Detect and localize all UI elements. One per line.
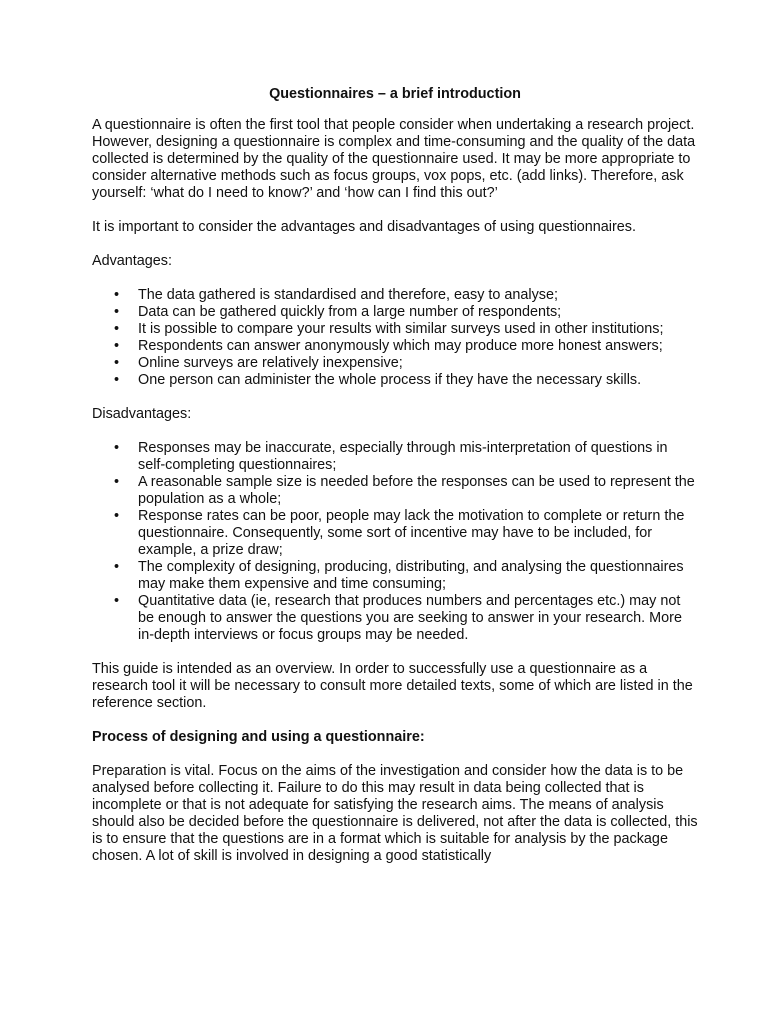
bullet-icon: • (114, 287, 120, 303)
bullet-icon: • (114, 372, 120, 388)
bullet-icon: • (114, 355, 120, 371)
list-item (92, 474, 698, 508)
document-page (92, 86, 698, 882)
list-item (92, 338, 698, 355)
advantages-list (92, 287, 698, 389)
list-item-text: Responses may be inaccurate, especially through mis-interpretation of questions in self-completing questionnaires; (138, 440, 668, 473)
list-item-text: Respondents can answer anonymously which may produce more honest answers; (138, 338, 663, 354)
bullet-icon: • (114, 304, 120, 320)
list-item-text: The data gathered is standardised and therefore, easy to analyse; (138, 287, 558, 303)
list-item (92, 321, 698, 338)
bullet-icon: • (114, 321, 120, 337)
intro-paragraph: A questionnaire is often the first tool that people consider when undertaking a research project. However, designing a questionnaire is complex and time-consuming and the quality of the data collected is determined by the quality of the questionnaire used. It may be more appropriate to consider alternative methods such as focus groups, vox pops, etc. (add links). Therefore, ask yourself: ‘what do I need to know?’ and ‘how can I find this out?’ (92, 117, 696, 201)
preparation-paragraph: Preparation is vital. Focus on the aims of the investigation and consider how the data is to be analysed before collecting it. Failure to do this may result in data being collected that is incomplete or that is not adequate for satisfying the research aims. The means of analysis should also be decided before the questionnaire is delivered, not after the data is collected, this is to ensure that the questions are in a format which is suitable for analysis by the package chosen. A lot of skill is involved in designing a good statistically (92, 763, 698, 864)
bullet-icon: • (114, 474, 120, 490)
bullet-icon: • (114, 559, 120, 575)
list-item (92, 287, 698, 304)
overview-paragraph: This guide is intended as an overview. In order to successfully use a questionnaire as a research tool it will be necessary to consult more detailed texts, some of which are listed in the reference section. (92, 661, 693, 711)
list-item (92, 593, 698, 644)
list-item (92, 440, 698, 474)
list-item-text: Response rates can be poor, people may lack the motivation to complete or return the questionnaire. Consequently, some sort of incentive may have to be included, for example, a prize draw; (138, 508, 685, 558)
document-title: Questionnaires – a brief introduction (269, 86, 521, 102)
consider-paragraph: It is important to consider the advantages and disadvantages of using questionnaires. (92, 219, 636, 235)
list-item-text: Online surveys are relatively inexpensive; (138, 355, 403, 371)
list-item-text: One person can administer the whole process if they have the necessary skills. (138, 372, 642, 388)
list-item (92, 559, 698, 593)
bullet-icon: • (114, 593, 120, 609)
bullet-icon: • (114, 440, 120, 456)
list-item-text: The complexity of designing, producing, distributing, and analysing the questionnaires may make them expensive and time consuming; (138, 559, 684, 592)
list-item (92, 355, 698, 372)
list-item (92, 304, 698, 321)
list-item (92, 508, 698, 559)
list-item-text: Data can be gathered quickly from a large number of respondents; (138, 304, 562, 320)
list-item-text: Quantitative data (ie, research that produces numbers and percentages etc.) may not be enough to answer the questions you are seeking to answer in your research. More in-depth interviews or focus groups may be needed. (138, 593, 682, 643)
list-item-text: A reasonable sample size is needed before the responses can be used to represent the population as a whole; (138, 474, 695, 507)
advantages-label: Advantages: (92, 253, 173, 269)
bullet-icon: • (114, 338, 120, 354)
disadvantages-label: Disadvantages: (92, 406, 192, 422)
disadvantages-list (92, 440, 698, 644)
bullet-icon: • (114, 508, 120, 524)
list-item-text: It is possible to compare your results with similar surveys used in other institutions; (138, 321, 664, 337)
process-heading: Process of designing and using a questionnaire: (92, 729, 425, 745)
list-item (92, 372, 698, 389)
